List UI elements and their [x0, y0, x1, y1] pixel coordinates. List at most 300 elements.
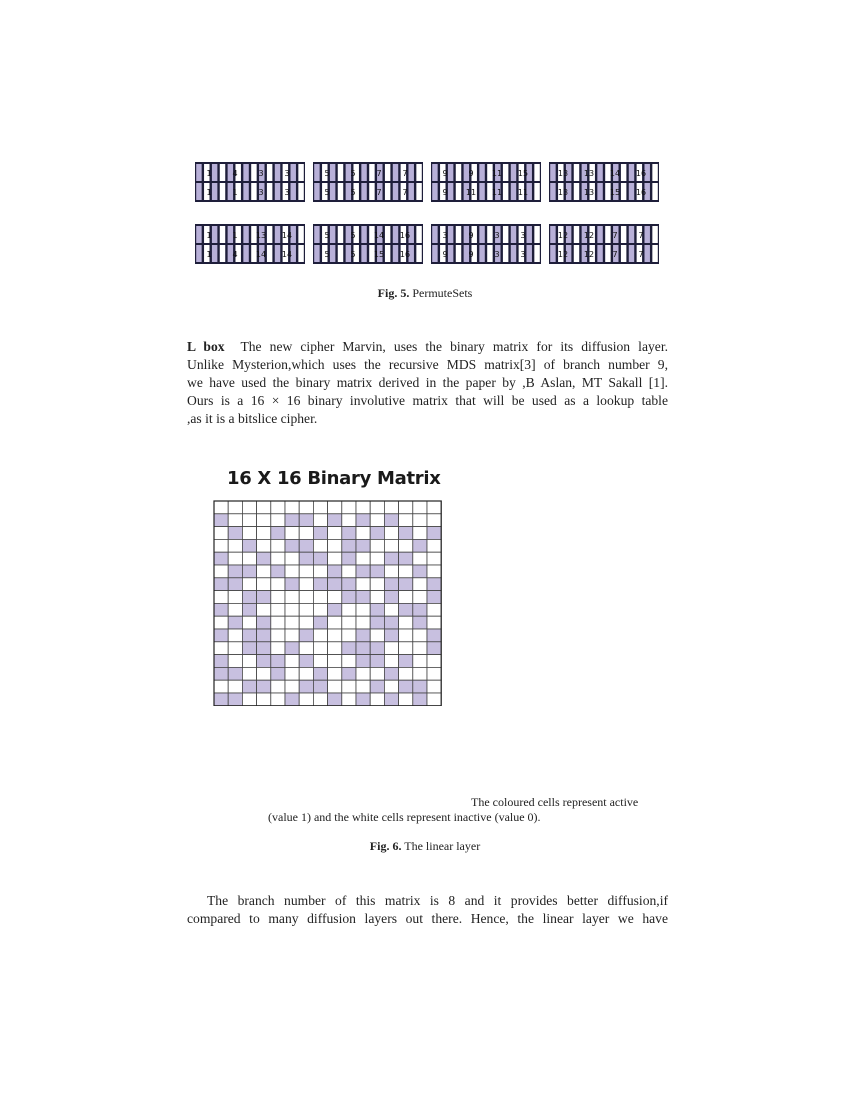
permute-stripe: [314, 183, 319, 200]
matrix-cell-active: [228, 667, 242, 680]
matrix-cell-inactive: [356, 603, 370, 616]
matrix-cell-inactive: [384, 539, 398, 552]
matrix-cell-active: [399, 578, 413, 591]
permute-label: 9: [468, 231, 474, 240]
lbox-line-2: Unlike Mysterion,which uses the recursive MDS matrix[3] of branch number 9,: [187, 357, 668, 372]
matrix-cell-inactive: [313, 655, 327, 668]
matrix-cell-inactive: [342, 655, 356, 668]
permute-stripe: [330, 245, 335, 262]
permute-stripe: [243, 226, 248, 243]
permute-set-block: [549, 162, 659, 202]
permute-stripe: [652, 164, 657, 181]
matrix-cell-active: [356, 655, 370, 668]
matrix-cell-active: [342, 578, 356, 591]
matrix-cell-inactive: [313, 603, 327, 616]
matrix-cell-inactive: [228, 539, 242, 552]
fig5-caption-label: Fig. 5.: [377, 286, 410, 300]
matrix-cell-inactive: [257, 527, 271, 540]
matrix-cell-active: [214, 629, 228, 642]
matrix-cell-inactive: [242, 616, 256, 629]
matrix-cell-inactive: [214, 527, 228, 540]
permute-stripe: [338, 226, 343, 243]
permute-label: 13: [583, 188, 595, 197]
permute-label: 14: [281, 250, 293, 259]
matrix-cell-inactive: [285, 616, 299, 629]
matrix-cell-active: [427, 578, 441, 591]
permute-stripe: [212, 226, 217, 243]
matrix-cell-inactive: [399, 501, 413, 514]
matrix-cell-active: [299, 552, 313, 565]
matrix-cell-active: [384, 693, 398, 706]
permute-stripe: [652, 245, 657, 262]
matrix-cell-active: [313, 616, 327, 629]
matrix-cell-inactive: [271, 629, 285, 642]
matrix-cell-inactive: [356, 667, 370, 680]
permute-stripe: [393, 226, 398, 243]
permute-label: 1: [232, 231, 238, 240]
matrix-cell-inactive: [214, 539, 228, 552]
matrix-cell-inactive: [427, 680, 441, 693]
permute-stripe: [550, 226, 555, 243]
matrix-cell-inactive: [285, 667, 299, 680]
permute-label: 12: [583, 231, 595, 240]
matrix-cell-inactive: [214, 680, 228, 693]
matrix-cell-active: [399, 655, 413, 668]
fig6-caption-label: Fig. 6.: [369, 839, 402, 853]
matrix-cell-active: [342, 642, 356, 655]
matrix-cell-active: [285, 578, 299, 591]
matrix-cell-inactive: [342, 629, 356, 642]
matrix-cell-inactive: [427, 655, 441, 668]
permute-label: 5: [350, 231, 356, 240]
permute-stripe: [361, 164, 366, 181]
permute-label: 13: [583, 169, 595, 178]
matrix-cell-inactive: [356, 552, 370, 565]
permute-stripe: [456, 226, 461, 243]
matrix-cell-inactive: [242, 578, 256, 591]
matrix-cell-active: [370, 680, 384, 693]
permute-stripe: [503, 183, 508, 200]
matrix-cell-active: [228, 693, 242, 706]
matrix-cell-inactive: [285, 680, 299, 693]
permute-stripe: [487, 245, 492, 262]
permute-stripe: [267, 245, 272, 262]
permute-label: 11: [491, 169, 503, 178]
matrix-cell-active: [328, 514, 342, 527]
lbox-paragraph: [187, 338, 668, 428]
matrix-cell-inactive: [384, 642, 398, 655]
permute-label: 3: [520, 231, 526, 240]
permute-label: 14: [281, 231, 293, 240]
permute-set-block: [195, 162, 305, 202]
permute-stripe: [338, 183, 343, 200]
matrix-cell-inactive: [399, 539, 413, 552]
matrix-cell-active: [228, 527, 242, 540]
matrix-cell-inactive: [370, 578, 384, 591]
matrix-cell-inactive: [342, 616, 356, 629]
matrix-cell-active: [214, 514, 228, 527]
matrix-cell-active: [242, 680, 256, 693]
matrix-cell-active: [257, 591, 271, 604]
matrix-cell-inactive: [242, 514, 256, 527]
permute-stripe: [652, 183, 657, 200]
matrix-cell-active: [242, 642, 256, 655]
permute-stripe: [534, 164, 539, 181]
matrix-cell-inactive: [328, 680, 342, 693]
permute-stripe: [432, 226, 437, 243]
permute-set-block: [431, 162, 541, 202]
matrix-cell-inactive: [427, 603, 441, 616]
permute-stripe: [503, 245, 508, 262]
permute-stripe: [243, 164, 248, 181]
matrix-cell-inactive: [271, 578, 285, 591]
matrix-cell-active: [370, 616, 384, 629]
branch-line-2: compared to many diffusion layers out there. Hence, the linear layer we have: [187, 911, 668, 926]
matrix-cell-inactive: [370, 693, 384, 706]
matrix-cell-inactive: [228, 680, 242, 693]
matrix-cell-inactive: [299, 501, 313, 514]
permute-stripe: [369, 183, 374, 200]
permute-label: 3: [258, 188, 264, 197]
permute-divider: [431, 182, 541, 184]
lbox-heading: L box: [187, 339, 225, 354]
permute-stripe: [550, 183, 555, 200]
matrix-cell-inactive: [228, 514, 242, 527]
matrix-cell-inactive: [399, 667, 413, 680]
matrix-cell-active: [413, 616, 427, 629]
matrix-cell-active: [356, 565, 370, 578]
permute-stripe: [385, 245, 390, 262]
permute-stripe: [629, 245, 634, 262]
matrix-cell-inactive: [271, 680, 285, 693]
matrix-cell-inactive: [313, 565, 327, 578]
permute-stripe: [597, 183, 602, 200]
permute-label: 1: [206, 250, 212, 259]
matrix-cell-inactive: [384, 655, 398, 668]
matrix-cell-active: [214, 578, 228, 591]
permute-stripe: [220, 183, 225, 200]
matrix-cell-active: [427, 527, 441, 540]
matrix-cell-active: [356, 539, 370, 552]
matrix-cell-inactive: [285, 565, 299, 578]
permute-label: 12: [583, 250, 595, 259]
matrix-cell-active: [328, 603, 342, 616]
permute-divider: [549, 244, 659, 246]
matrix-cell-inactive: [328, 667, 342, 680]
matrix-cell-inactive: [384, 680, 398, 693]
matrix-cell-active: [384, 578, 398, 591]
permute-label: 11: [465, 188, 477, 197]
matrix-cell-active: [413, 680, 427, 693]
permute-stripe: [393, 183, 398, 200]
matrix-cell-inactive: [413, 655, 427, 668]
permute-divider: [549, 182, 659, 184]
permute-stripe: [314, 164, 319, 181]
matrix-cell-inactive: [228, 591, 242, 604]
matrix-cell-inactive: [427, 667, 441, 680]
permute-stripe: [621, 164, 626, 181]
permute-label: 14: [373, 231, 385, 240]
matrix-cell-active: [313, 667, 327, 680]
matrix-cell-inactive: [271, 514, 285, 527]
matrix-cell-inactive: [271, 552, 285, 565]
matrix-cell-inactive: [285, 501, 299, 514]
matrix-cell-inactive: [328, 539, 342, 552]
permute-label: 11: [491, 188, 503, 197]
permute-label: 16: [635, 169, 647, 178]
permute-label: 5: [350, 169, 356, 178]
permute-label: 5: [324, 169, 330, 178]
matrix-cell-inactive: [399, 514, 413, 527]
permute-stripe: [448, 226, 453, 243]
matrix-cell-inactive: [313, 514, 327, 527]
matrix-cell-active: [384, 591, 398, 604]
permute-stripe: [330, 226, 335, 243]
matrix-cell-inactive: [328, 629, 342, 642]
matrix-cell-active: [413, 693, 427, 706]
matrix-cell-inactive: [328, 642, 342, 655]
matrix-cell-active: [356, 514, 370, 527]
matrix-cell-inactive: [228, 603, 242, 616]
permute-label: 9: [442, 169, 448, 178]
permute-label: 11: [517, 188, 529, 197]
matrix-cell-active: [384, 514, 398, 527]
permute-stripe: [196, 164, 201, 181]
matrix-cell-inactive: [242, 667, 256, 680]
matrix-cell-active: [384, 629, 398, 642]
matrix-cell-inactive: [299, 578, 313, 591]
lbox-line-5: ,as it is a bitslice cipher.: [187, 411, 318, 426]
permute-stripe: [314, 226, 319, 243]
permute-stripe: [534, 183, 539, 200]
permute-stripe: [416, 245, 421, 262]
permute-stripe: [503, 164, 508, 181]
matrix-cell-inactive: [228, 655, 242, 668]
matrix-cell-active: [356, 629, 370, 642]
permute-stripe: [416, 226, 421, 243]
matrix-cell-inactive: [342, 501, 356, 514]
permute-stripe: [511, 245, 516, 262]
permute-stripe: [243, 183, 248, 200]
permute-stripe: [251, 183, 256, 200]
matrix-cell-inactive: [242, 527, 256, 540]
matrix-cell-active: [242, 629, 256, 642]
permute-stripe: [330, 183, 335, 200]
matrix-cell-inactive: [328, 552, 342, 565]
matrix-cell-inactive: [413, 591, 427, 604]
lbox-line-1: [187, 338, 668, 356]
permute-stripe: [220, 226, 225, 243]
matrix-cell-inactive: [356, 616, 370, 629]
permute-stripe: [652, 226, 657, 243]
matrix-cell-inactive: [257, 565, 271, 578]
matrix-cell-active: [342, 667, 356, 680]
matrix-cell-active: [399, 552, 413, 565]
matrix-cell-active: [313, 578, 327, 591]
permute-stripe: [393, 164, 398, 181]
matrix-cell-inactive: [257, 603, 271, 616]
matrix-cell-inactive: [399, 693, 413, 706]
matrix-cell-inactive: [328, 655, 342, 668]
permute-label: 1: [206, 188, 212, 197]
matrix-cell-inactive: [313, 642, 327, 655]
permute-divider: [195, 244, 305, 246]
matrix-cell-inactive: [228, 501, 242, 514]
permute-stripe: [479, 183, 484, 200]
permute-stripe: [432, 245, 437, 262]
matrix-cell-inactive: [370, 514, 384, 527]
permute-stripe: [621, 245, 626, 262]
lbox-line-3: we have used the binary matrix derived in the paper by ,B Aslan, MT Sakall [1].: [187, 375, 668, 390]
permute-label: 5: [324, 231, 330, 240]
permute-label: 3: [494, 231, 500, 240]
permute-stripe: [408, 183, 413, 200]
permute-stripe: [290, 183, 295, 200]
matrix-title: 16 X 16 Binary Matrix: [227, 468, 441, 489]
permute-set-block: [195, 224, 305, 264]
permute-stripe: [361, 183, 366, 200]
matrix-cell-active: [384, 552, 398, 565]
permute-label: 16: [399, 231, 411, 240]
fig5-caption: [0, 286, 850, 301]
permute-stripe: [479, 226, 484, 243]
permute-set-block: [549, 224, 659, 264]
matrix-cell-inactive: [427, 539, 441, 552]
matrix-cell-inactive: [399, 616, 413, 629]
matrix-cell-inactive: [313, 591, 327, 604]
matrix-cell-active: [356, 591, 370, 604]
permute-stripe: [432, 183, 437, 200]
permute-label: 13: [255, 231, 267, 240]
matrix-cell-active: [242, 539, 256, 552]
permute-stripe: [220, 164, 225, 181]
matrix-cell-active: [228, 578, 242, 591]
permute-stripe: [369, 164, 374, 181]
permute-stripe: [416, 183, 421, 200]
matrix-cell-inactive: [271, 693, 285, 706]
permute-divider: [313, 182, 423, 184]
permute-stripe: [503, 226, 508, 243]
matrix-cell-active: [342, 527, 356, 540]
permute-label: 13: [557, 169, 569, 178]
permute-stripe: [448, 183, 453, 200]
matrix-cell-inactive: [228, 642, 242, 655]
matrix-cell-inactive: [399, 642, 413, 655]
permute-stripe: [290, 164, 295, 181]
permute-stripe: [448, 164, 453, 181]
permute-stripe: [196, 245, 201, 262]
permute-divider: [313, 244, 423, 246]
permute-label: 14: [609, 169, 621, 178]
matrix-cell-active: [285, 642, 299, 655]
matrix-cell-inactive: [299, 565, 313, 578]
matrix-cell-active: [313, 552, 327, 565]
matrix-cell-inactive: [299, 527, 313, 540]
permute-stripe: [605, 226, 610, 243]
permute-stripe: [534, 245, 539, 262]
matrix-cell-active: [384, 667, 398, 680]
permute-stripe: [574, 226, 579, 243]
permute-label: 3: [442, 231, 448, 240]
matrix-cell-active: [214, 655, 228, 668]
matrix-cell-inactive: [214, 616, 228, 629]
matrix-cell-inactive: [257, 578, 271, 591]
matrix-cell-active: [328, 565, 342, 578]
matrix-cell-inactive: [356, 578, 370, 591]
matrix-cell-active: [299, 629, 313, 642]
permute-stripe: [275, 245, 280, 262]
matrix-cell-inactive: [413, 527, 427, 540]
permute-stripe: [267, 226, 272, 243]
permute-label: 7: [376, 188, 382, 197]
permute-stripe: [534, 226, 539, 243]
permute-stripe: [574, 183, 579, 200]
matrix-cell-active: [328, 578, 342, 591]
lbox-line-4: Ours is a 16 × 16 binary involutive matrix that will be used as a lookup table: [187, 393, 668, 408]
permute-sets-figure: [195, 162, 661, 264]
matrix-cell-inactive: [214, 642, 228, 655]
matrix-cell-active: [228, 565, 242, 578]
permute-stripe: [597, 245, 602, 262]
matrix-cell-inactive: [342, 603, 356, 616]
matrix-cell-inactive: [328, 501, 342, 514]
permute-stripe: [456, 245, 461, 262]
matrix-cell-active: [413, 565, 427, 578]
fig6-caption-text: The linear layer: [404, 839, 481, 853]
permute-label: 9: [468, 250, 474, 259]
permute-label: 16: [399, 250, 411, 259]
matrix-cell-active: [214, 693, 228, 706]
matrix-cell-active: [214, 552, 228, 565]
permute-stripe: [526, 226, 531, 243]
permute-stripe: [644, 245, 649, 262]
matrix-cell-active: [242, 603, 256, 616]
matrix-cell-inactive: [356, 527, 370, 540]
permute-label: 5: [324, 250, 330, 259]
matrix-cell-inactive: [370, 667, 384, 680]
matrix-cell-inactive: [299, 591, 313, 604]
matrix-cell-inactive: [342, 680, 356, 693]
permute-label: 3: [258, 169, 264, 178]
matrix-cell-inactive: [271, 603, 285, 616]
permute-stripe: [574, 164, 579, 181]
matrix-cell-inactive: [427, 514, 441, 527]
permute-label: 15: [517, 169, 529, 178]
permute-stripe: [621, 226, 626, 243]
permute-divider: [431, 244, 541, 246]
matrix-cell-inactive: [313, 501, 327, 514]
permute-stripe: [338, 245, 343, 262]
permute-stripe: [196, 226, 201, 243]
permute-label: 13: [557, 188, 569, 197]
permute-label: 5: [350, 250, 356, 259]
permute-stripe: [487, 226, 492, 243]
matrix-cell-inactive: [242, 552, 256, 565]
matrix-cell-inactive: [427, 552, 441, 565]
matrix-cell-inactive: [285, 655, 299, 668]
permute-stripe: [629, 183, 634, 200]
permute-divider: [195, 182, 305, 184]
permute-label: 3: [520, 250, 526, 259]
permute-stripe: [298, 245, 303, 262]
matrix-cell-inactive: [413, 642, 427, 655]
matrix-cell-active: [342, 552, 356, 565]
matrix-cell-inactive: [328, 616, 342, 629]
matrix-cell-inactive: [285, 527, 299, 540]
permute-stripe: [212, 183, 217, 200]
permute-label: 3: [494, 250, 500, 259]
permute-label: 5: [324, 188, 330, 197]
